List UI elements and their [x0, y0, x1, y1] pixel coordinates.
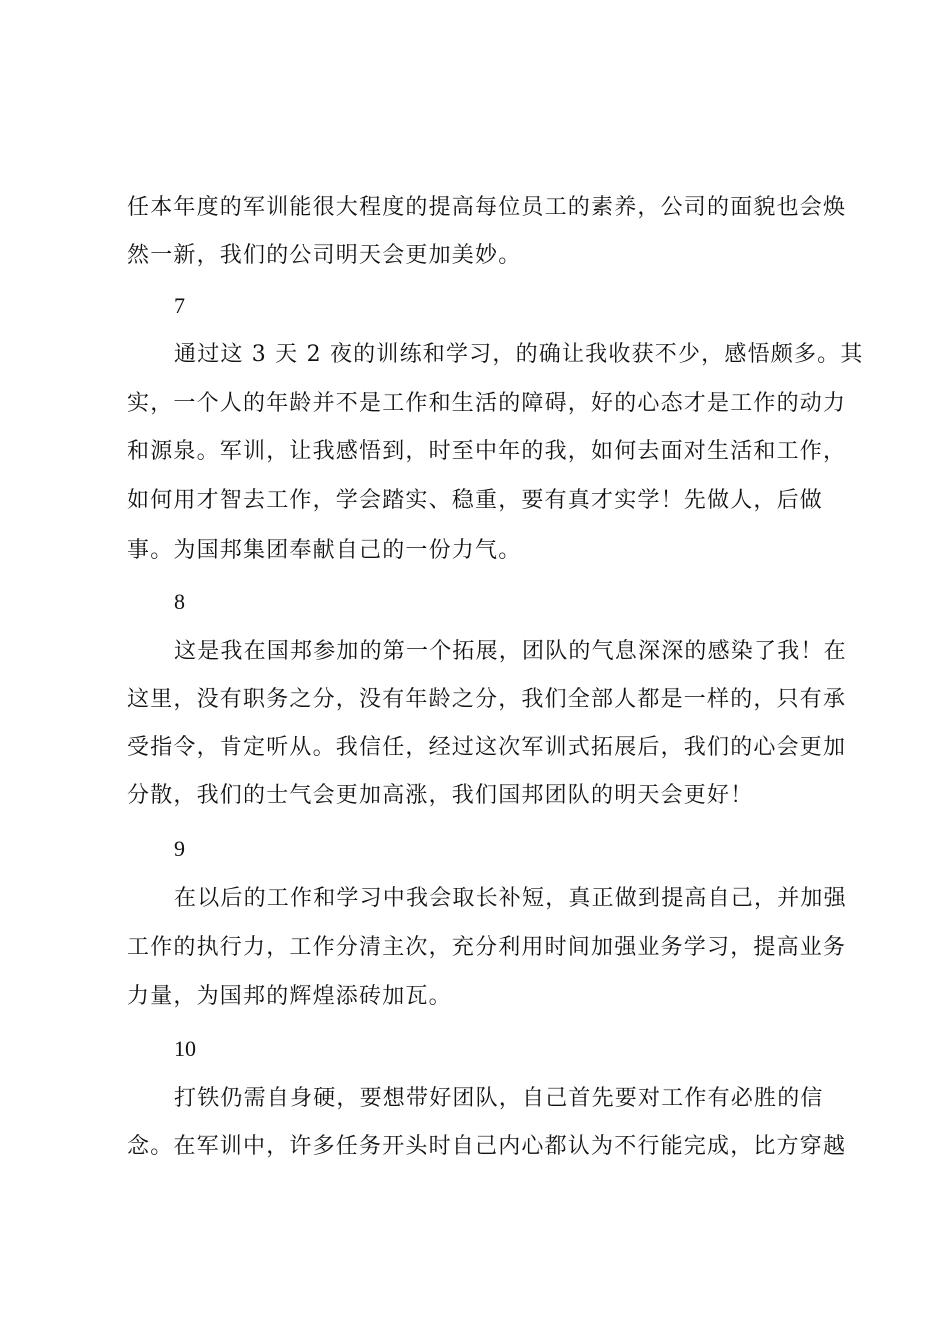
paragraph-line: 如何用才智去工作，学会踏实、稳重，要有真才实学！先做人，后做	[127, 488, 824, 513]
paragraph-line: 这是我在国邦参加的第一个拓展，团队的气息深深的感染了我！在	[174, 639, 847, 664]
paragraph-line: 在以后的工作和学习中我会取长补短，真正做到提高自己，并加强	[174, 886, 847, 911]
paragraph-line: 事。为国邦集团奉献自己的一份力气。	[127, 538, 522, 563]
paragraph-line: 念。在军训中，许多任务开头时自己内心都认为不行能完成，比方穿越	[127, 1134, 847, 1159]
paragraph-line: 然一新，我们的公司明天会更加美妙。	[127, 243, 522, 268]
paragraph-line: 打铁仍需自身硬，要想带好团队，自己首先要对工作有必胜的信	[174, 1086, 824, 1111]
paragraph-line: 受指令，肯定听从。我信任，经过这次军训式拓展后，我们的心会更加	[127, 735, 847, 760]
section-number: 8	[174, 589, 185, 614]
paragraph-line: 这里，没有职务之分，没有年龄之分，我们全部人都是一样的，只有承	[127, 687, 847, 712]
paragraph-line: 工作的执行力，工作分清主次，充分利用时间加强业务学习，提高业务	[127, 935, 847, 960]
paragraph-line: 力量，为国邦的辉煌添砖加瓦。	[127, 984, 452, 1009]
section-number: 7	[174, 293, 185, 318]
paragraph-line: 任本年度的军训能很大程度的提高每位员工的素养，公司的面貌也会焕	[127, 195, 847, 220]
paragraph-line: 通过这 3 天 2 夜的训练和学习，的确让我收获不少，感悟颇多。其	[174, 342, 864, 367]
section-number: 10	[174, 1036, 196, 1061]
section-number: 9	[174, 836, 185, 861]
paragraph-line: 和源泉。军训，让我感悟到，时至中年的我，如何去面对生活和工作，	[127, 439, 847, 464]
paragraph-line: 实，一个人的年龄并不是工作和生活的障碍，好的心态才是工作的动力	[127, 391, 847, 416]
paragraph-line: 分散，我们的士气会更加高涨，我们国邦团队的明天会更好！	[127, 783, 754, 808]
